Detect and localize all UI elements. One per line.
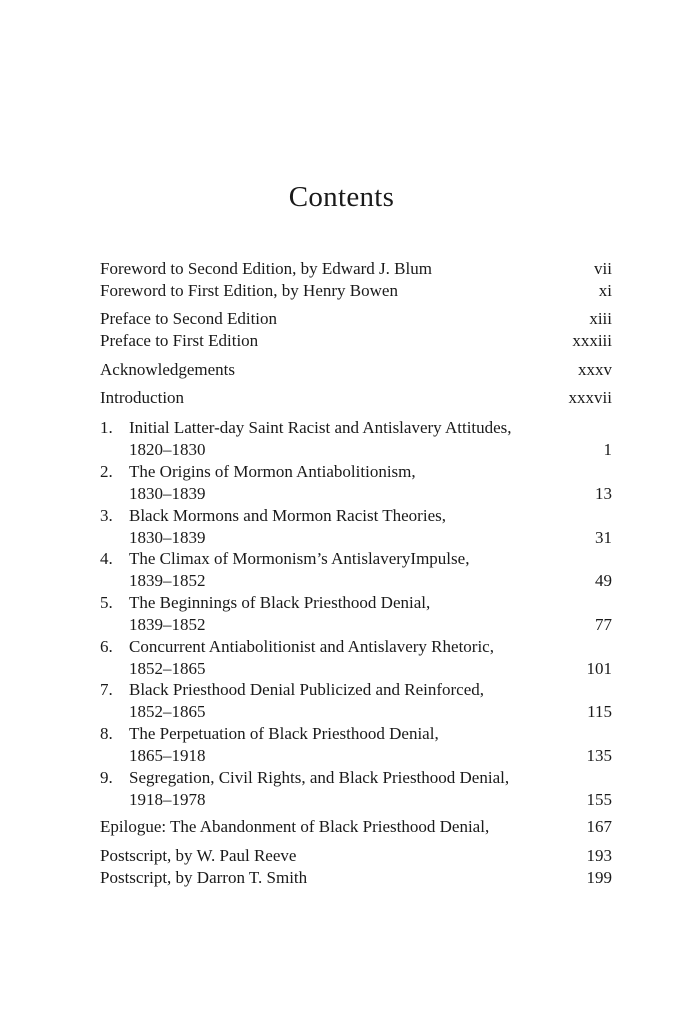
entry-label: Introduction bbox=[100, 388, 185, 407]
chapter-years: 1865–1918 bbox=[129, 746, 206, 765]
chapter-number: 3. bbox=[100, 506, 113, 525]
chapter-years: 1820–1830 bbox=[129, 440, 206, 459]
entry-page: xxxv bbox=[578, 360, 612, 379]
entry-label: Foreword to Second Edition, by Edward J. Blum bbox=[100, 259, 432, 278]
entry-page: 101 bbox=[586, 659, 612, 678]
entry-label: Postscript, by Darron T. Smith bbox=[100, 868, 308, 887]
entry-page: 13 bbox=[595, 484, 612, 503]
entry-page: 199 bbox=[586, 868, 612, 887]
entry-label: Acknowledgements bbox=[100, 360, 236, 379]
entry-page: xiii bbox=[589, 309, 612, 328]
entry-page: 167 bbox=[586, 817, 612, 836]
chapter-title: The Climax of Mormonism’s AntislaveryImpulse, bbox=[129, 549, 470, 568]
chapter-number: 8. bbox=[100, 724, 113, 743]
chapter-years: 1852–1865 bbox=[129, 659, 206, 678]
chapter-number: 5. bbox=[100, 593, 113, 612]
chapter-title: Concurrent Antiabolitionist and Antislavery Rhetoric, bbox=[129, 637, 494, 656]
entry-label: Preface to First Edition bbox=[100, 331, 259, 350]
chapter-title: Black Mormons and Mormon Racist Theories, bbox=[129, 506, 446, 525]
entry-label: Preface to Second Edition bbox=[100, 309, 278, 328]
chapter-years: 1839–1852 bbox=[129, 571, 206, 590]
entry-label: Epilogue: The Abandonment of Black Priesthood Denial, bbox=[100, 817, 490, 836]
chapter-number: 7. bbox=[100, 680, 113, 699]
chapter-number: 9. bbox=[100, 768, 113, 787]
chapter-number: 2. bbox=[100, 462, 113, 481]
entry-label: Foreword to First Edition, by Henry Bowen bbox=[100, 281, 398, 300]
chapter-number: 1. bbox=[100, 418, 113, 437]
entry-page: 1 bbox=[603, 440, 612, 459]
entry-page: 77 bbox=[595, 615, 612, 634]
chapter-title: The Origins of Mormon Antiabolitionism, bbox=[129, 462, 416, 481]
chapter-title: Segregation, Civil Rights, and Black Priesthood Denial, bbox=[129, 768, 510, 787]
entry-page: 135 bbox=[586, 746, 612, 765]
chapter-title: Black Priesthood Denial Publicized and Reinforced, bbox=[129, 680, 485, 699]
chapter-title: Initial Latter-day Saint Racist and Antislavery Attitudes, bbox=[129, 418, 512, 437]
entry-label: Postscript, by W. Paul Reeve bbox=[100, 846, 297, 865]
page-title: Contents bbox=[288, 181, 395, 213]
entry-page: xxxvii bbox=[568, 388, 612, 407]
entry-page: xxxiii bbox=[572, 331, 612, 350]
chapter-number: 6. bbox=[100, 637, 113, 656]
chapter-title: The Perpetuation of Black Priesthood Denial, bbox=[129, 724, 439, 743]
entry-page: 155 bbox=[586, 790, 612, 809]
entry-page: 115 bbox=[587, 702, 612, 721]
chapter-years: 1830–1839 bbox=[129, 484, 206, 503]
chapter-years: 1839–1852 bbox=[129, 615, 206, 634]
entry-page: vii bbox=[594, 259, 612, 278]
entry-page: 31 bbox=[595, 528, 612, 547]
chapter-years: 1830–1839 bbox=[129, 528, 206, 547]
entry-page: 49 bbox=[595, 571, 612, 590]
chapter-number: 4. bbox=[100, 549, 113, 568]
chapter-years: 1918–1978 bbox=[129, 790, 206, 809]
chapter-title: The Beginnings of Black Priesthood Denial, bbox=[129, 593, 431, 612]
entry-page: 193 bbox=[586, 846, 612, 865]
entry-page: xi bbox=[598, 281, 612, 300]
chapter-years: 1852–1865 bbox=[129, 702, 206, 721]
